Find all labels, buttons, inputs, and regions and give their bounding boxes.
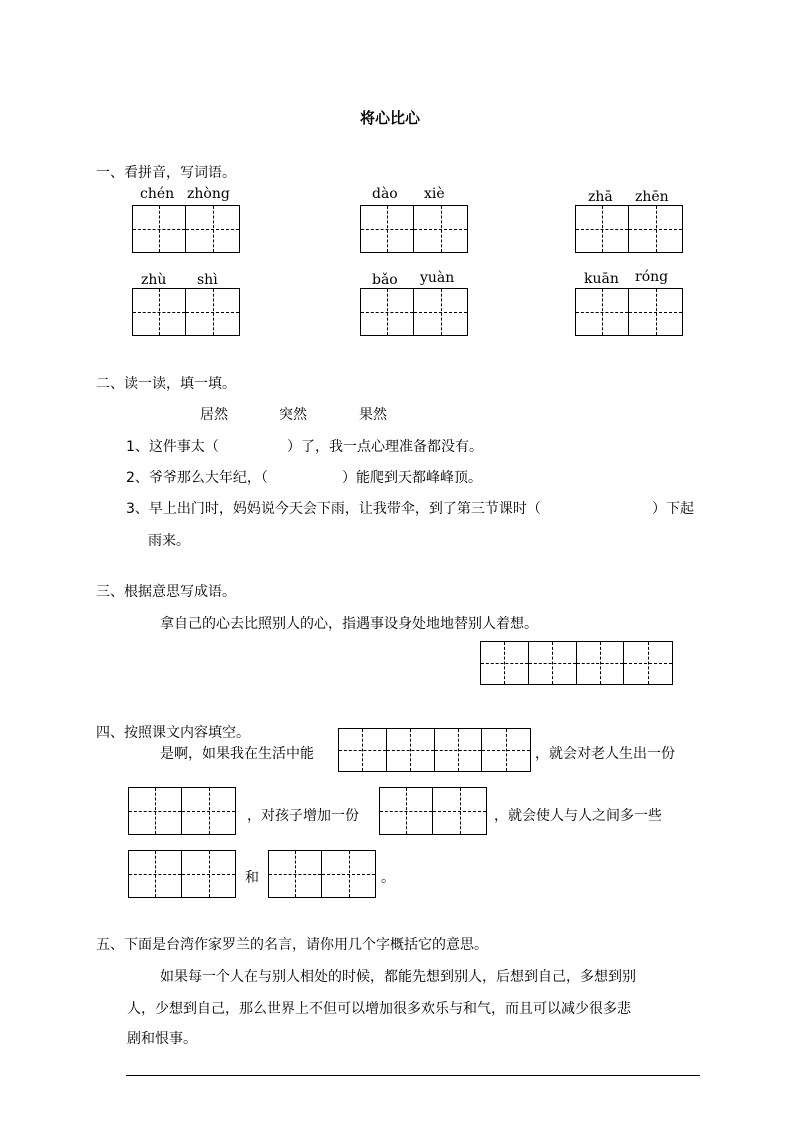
pinyin: yuàn [420, 270, 455, 286]
writing-grid[interactable] [338, 728, 531, 772]
writing-grid[interactable] [480, 641, 673, 685]
fill-text: 是啊，如果我在生活中能 [160, 746, 314, 762]
writing-grid[interactable] [360, 205, 468, 253]
section-2-heading: 二、读一读，填一填。 [96, 376, 236, 392]
section-5-heading: 五、下面是台湾作家罗兰的名言，请你用几个字概括它的意思。 [96, 937, 488, 953]
pinyin: chén [140, 186, 175, 202]
writing-grid[interactable] [128, 787, 236, 835]
writing-grid[interactable] [268, 850, 376, 898]
writing-grid[interactable] [575, 288, 683, 336]
section-3-heading: 三、根据意思写成语。 [96, 584, 236, 600]
writing-grid[interactable] [360, 288, 468, 336]
pinyin: zhù [141, 272, 167, 288]
word-option: 突然 [279, 407, 307, 423]
pinyin: zhēn [635, 189, 669, 205]
question-1-start: 1、这件事太（ [126, 439, 219, 455]
pinyin: xiè [424, 186, 445, 202]
quote-line: 人，少想到自己，那么世界上不但可以增加很多欢乐与和气，而且可以减少很多悲 [127, 1001, 631, 1017]
pinyin: kuān [584, 271, 619, 287]
fill-text: ，就会对老人生出一份 [535, 746, 675, 762]
idiom-definition: 拿自己的心去比照别人的心，指遇事设身处地地替别人着想。 [160, 616, 538, 632]
pinyin: bǎo [372, 272, 398, 288]
answer-line[interactable] [126, 1075, 700, 1076]
pinyin: zhā [588, 189, 613, 205]
question-3-end: ）下起 [652, 501, 694, 517]
quote-line: 如果每一个人在与别人相处的时候，都能先想到别人，后想到自己，多想到别 [160, 969, 636, 985]
page-title: 将心比心 [360, 109, 421, 127]
writing-grid[interactable] [575, 205, 683, 253]
writing-grid[interactable] [379, 787, 487, 835]
fill-text: 和 [245, 870, 259, 886]
fill-text: 。 [381, 870, 395, 886]
question-1-end: ）了，我一点心理准备都没有。 [287, 439, 483, 455]
pinyin: róng [635, 269, 669, 285]
writing-grid[interactable] [132, 288, 240, 336]
writing-grid[interactable] [132, 205, 240, 253]
fill-text: ，对孩子增加一份 [247, 808, 359, 824]
section-4-heading: 四、按照课文内容填空。 [96, 725, 250, 741]
question-3-cont: 雨来。 [148, 533, 190, 549]
question-3-start: 3、早上出门时，妈妈说今天会下雨，让我带伞，到了第三节课时（ [126, 501, 541, 517]
fill-text: ，就会使人与人之间多一些 [494, 808, 662, 824]
quote-line: 剧和恨事。 [127, 1031, 197, 1047]
question-2-start: 2、爷爷那么大年纪，（ [126, 470, 268, 486]
pinyin: dào [372, 186, 398, 202]
question-2-end: ）能爬到天都峰峰顶。 [342, 470, 482, 486]
word-option: 居然 [200, 407, 228, 423]
pinyin: shì [197, 272, 218, 288]
word-option: 果然 [359, 407, 387, 423]
pinyin: zhòng [187, 186, 230, 202]
section-1-heading: 一、看拼音，写词语。 [96, 165, 236, 181]
writing-grid[interactable] [128, 850, 236, 898]
